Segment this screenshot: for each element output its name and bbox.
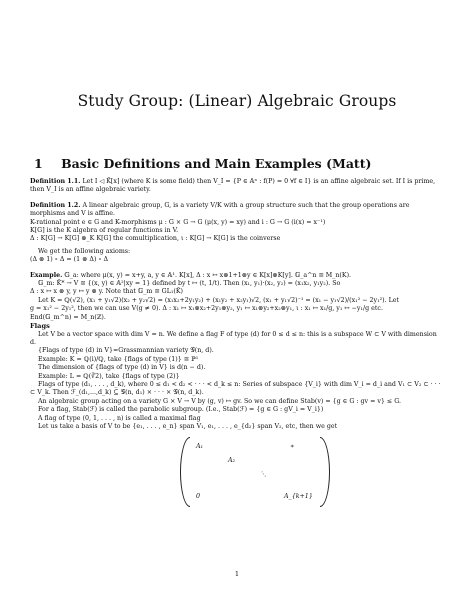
definition-label: Definition 1.1. <box>30 178 81 185</box>
paragraph-line: Let us take a basis of V to be {e₁, . . . , e_n} span V₁, e₁, . . . , e_{d₂} span V₂, etc, then we get <box>38 422 338 430</box>
paragraph: Flags of type (d₁, . . . , d_k), where 0 ≤ d₁ < d₂ < · · · < d_k ≤ n: Series of subspace {V_i} with dim V_i = d_i and V₁ ⊂ V₂ ⊂ · · · ⊂ V_k. Then ℱ_(d₁,...,d_k) ⊆ 𝒢(n, d₁) × · · · × 𝒢(n, d_k). <box>30 380 441 397</box>
definition-1-1 <box>30 178 442 195</box>
paragraph-line: 𝔾_m: K̄* → V ≅ {(x, y) ∈ 𝔸²|xy = 1} defined by t ↦ (t, 1/t). Then (x₁, y₁)·(x₂, y₂) = (x₁x₂, y₁y₂). So <box>38 280 341 288</box>
definition-text: Let I ◁ K̄[x] (where K is some field) then V_I = {P ∈ 𝔸ⁿ : f(P) = 0 ∀f ∈ I} is an affine algebraic set. If I is prime, then V_I is an affine algebraic variety. <box>30 178 436 194</box>
paragraph-line: A flag of type (0, 1, . . . , n) is called a maximal flag <box>38 414 201 422</box>
paragraph-line: Δ : x ↦ x ⊗ y, y ↦ y ⊗ y. Note that 𝔾_m ≅ GL₁(K̄) <box>30 288 184 296</box>
matrix-entry-dots: ⋱ <box>260 471 267 479</box>
block-matrix <box>180 437 330 507</box>
definition-text: A linear algebraic group, G, is a variety V/K with a group structure such that the group operations are morphisms and V is affine. <box>30 201 410 218</box>
example-block <box>30 272 442 280</box>
section-number: 1 <box>34 156 43 171</box>
left-parenthesis <box>180 437 190 507</box>
page-number: 1 <box>234 570 240 578</box>
paragraph-line: Example: L = ℚ(∛2), take {flags of type (2)} <box>38 372 180 380</box>
paragraph-line: The dimension of {flags of type (d) in V} is d(n − d). <box>38 364 206 372</box>
matrix-entry-a2: A₂ <box>228 457 236 465</box>
paragraph-line: End(𝔾_m^n) = M_n(ℤ). <box>30 313 106 321</box>
matrix-entry-a1: A₁ <box>196 443 204 451</box>
paragraph-line: K[G] is the K algebra of regular functions in V. <box>30 227 179 235</box>
matrix-entry-ak: A_{k+1} <box>284 493 313 501</box>
paragraph-line: We get the following axioms: <box>38 247 131 255</box>
paragraph-line: g = x₁² − 2y₁², then we can use V(g ≠ 0). Δ : x₁ ↦ x₁⊗x₂+2y₁⊗y₂, y₁ ↦ x₁⊗y₂+x₂⊗y₁, ι : x₁ ↦ x₁/g, y₁ ↦ −y₁/g etc. <box>30 305 383 313</box>
definition-label: Definition 1.2. <box>30 201 81 209</box>
example-text: 𝔾_a: where μ(x, y) = x+y, a, y ∈ 𝔸¹. K[x], Δ : x ↦ x⊗1+1⊗y ∈ K[x]⊗K[y]. 𝔾_a^n ≅ M_n(K). <box>64 271 352 279</box>
definition-1-2 <box>30 202 442 219</box>
paragraph-line: Δ : K[G] → K[G] ⊗_K K[G] the comultiplication, ι : K[G] → K[G] is the coinverse <box>30 235 281 243</box>
document-title: Study Group: (Linear) Algebraic Groups <box>77 92 397 110</box>
section-title: Basic Definitions and Main Examples (Matt) <box>61 156 372 171</box>
paragraph-line: Example: K = ℚ(i)/ℚ, take {flags of type (1)} ≅ ℙ¹ <box>38 355 199 363</box>
matrix-entry-zero: 0 <box>196 493 201 501</box>
flags-heading: Flags <box>30 322 50 331</box>
paragraph-line: {Flags of type (d) in V}=Grassmannian variety 𝒢(n, d). <box>38 347 214 355</box>
matrix-entry-star: ∗ <box>290 443 295 451</box>
document-body <box>30 178 442 507</box>
axiom-formula: (Δ ⊗ 1) ∘ Δ = (1 ⊗ Δ) ∘ Δ <box>30 256 109 264</box>
paragraph: An algebraic group acting on a variety G × V → V by (g, v) ↦ gv. So we can define Stab(v) = {g ∈ G : gv = v} ≤ G. <box>38 397 402 405</box>
paragraph: Let V be a vector space with dim V = n. We define a flag F of type (d) for 0 ≤ d ≤ n: this is a subspace W ⊂ V with dimension d. <box>30 330 437 346</box>
section-heading <box>34 156 371 171</box>
paragraph-line: Let K = ℚ(√2), (x₁ + y₁√2)(x₂ + y₂√2) = (x₁x₂+2y₁y₂) + (x₁y₂ + x₂y₁)√2, (x₁ + y₁√2)⁻¹ = (x₁ − y₁√2)/(x₁² − 2y₁²). Let <box>38 296 400 304</box>
right-parenthesis <box>320 437 330 507</box>
example-label: Example. <box>30 271 63 279</box>
paragraph-line: K-rational point e ∈ G and K-morphisms μ : G × G → G (μ(x, y) = xy) and i : G → G (i(x) = x⁻¹) <box>30 218 326 226</box>
paragraph-line: For a flag, Stab(ℱ) is called the parabolic subgroup. (I.e., Stab(ℱ) = {g ∈ G : gV_i = V_i}) <box>38 406 324 414</box>
